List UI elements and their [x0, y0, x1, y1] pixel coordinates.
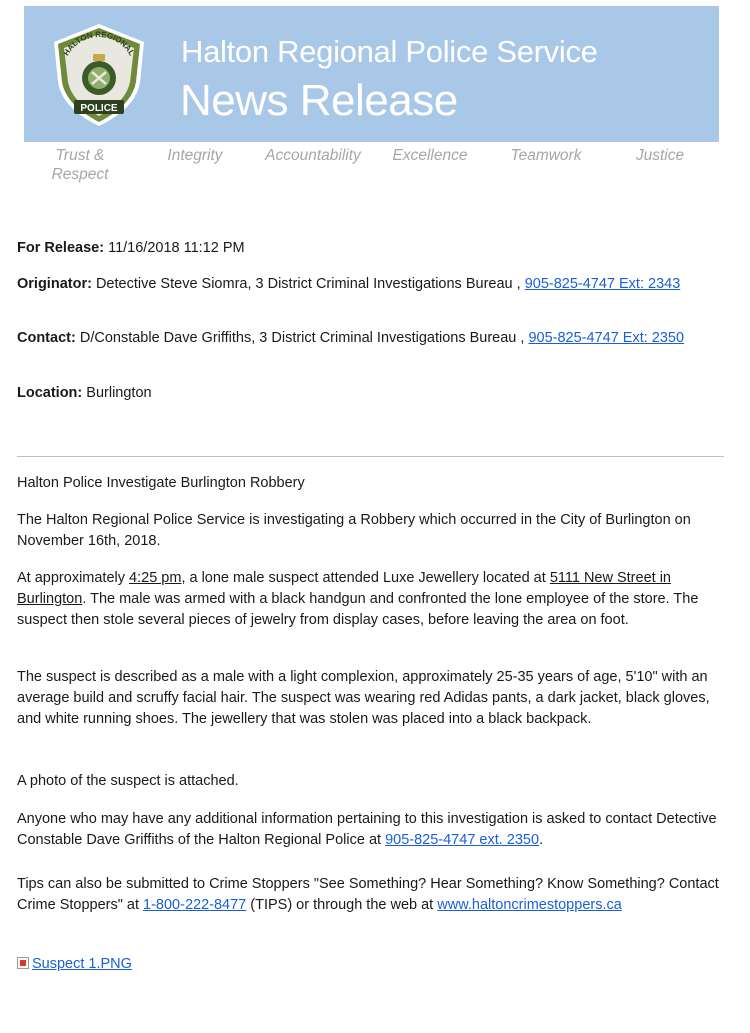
originator-label: Originator: — [17, 276, 92, 292]
p2-text-a: At approximately — [17, 570, 130, 586]
originator-field — [17, 274, 717, 294]
p2-address[interactable]: 5111 New Street in Burlington — [17, 570, 671, 607]
griffiths-phone-link[interactable]: 905-825-4747 ext. 2350 — [385, 832, 540, 848]
core-values — [0, 146, 750, 186]
paragraph-4: A photo of the suspect is attached. — [17, 773, 239, 789]
paragraph-1: The Halton Regional Police Service is investigating a Robbery which occurred in the City of Burlington on November 16th, 2018. — [17, 512, 691, 549]
divider — [17, 456, 724, 457]
p5-text-b: . — [539, 832, 544, 848]
paragraph-5 — [17, 809, 729, 851]
contact-label: Contact: — [17, 330, 76, 346]
paragraph-2 — [17, 568, 729, 631]
paragraph-3: The suspect is described as a male with a light complexion, approximately 25-35 years of age, 5'10" with an average build and scruffy facial hair. The suspect was wearing red Adidas pants, a dark jacket, black gloves, and white running shoes. The jewellery that was stolen was placed into a black backpack. — [17, 669, 710, 727]
location-label: Location: — [17, 385, 83, 401]
badge-top-text: HALTON REGIONAL — [61, 29, 137, 58]
p6-text-b: (TIPS) or through the web at — [246, 897, 438, 913]
value-trust-respect: Trust & Respect — [51, 147, 109, 183]
contact-field — [17, 328, 717, 348]
originator-phone-link[interactable]: 905-825-4747 Ext: 2343 — [524, 276, 681, 292]
attachment-link[interactable]: Suspect 1.PNG — [32, 956, 132, 972]
crime-stoppers-phone-link[interactable]: 1-800-222-8477 — [143, 897, 247, 913]
p6-text-a: Tips can also be submitted to Crime Stoppers "See Something? Hear Something? Know Something? Contact Crime Stoppers" at — [17, 876, 719, 913]
release-value: 11/16/2018 11:12 PM — [108, 240, 245, 256]
header-banner — [24, 6, 719, 142]
contact-phone-link[interactable]: 905-825-4747 Ext: 2350 — [528, 330, 685, 346]
location-value: Burlington — [86, 385, 152, 401]
p5-text-a: Anyone who may have any additional information pertaining to this investigation is asked to contact Detective Constable Dave Griffiths of the Halton Regional Police at — [17, 811, 717, 848]
value-justice: Justice — [635, 147, 685, 164]
release-field — [17, 238, 717, 258]
police-badge-icon — [44, 20, 154, 130]
value-excellence: Excellence — [392, 147, 468, 164]
contact-value: D/Constable Dave Griffiths, 3 District Criminal Investigations Bureau , — [79, 330, 525, 346]
originator-value: Detective Steve Siomra, 3 District Criminal Investigations Bureau , — [95, 276, 521, 292]
paragraph-6 — [17, 874, 729, 916]
org-name: Halton Regional Police Service — [181, 34, 598, 69]
value-teamwork: Teamwork — [510, 147, 582, 164]
p2-time[interactable]: 4:25 pm — [129, 570, 182, 586]
value-accountability: Accountability — [265, 147, 361, 164]
crime-stoppers-url-link[interactable]: www.haltoncrimestoppers.ca — [437, 897, 622, 913]
headline: Halton Police Investigate Burlington Robbery — [17, 475, 305, 491]
p2-text-b: , a lone male suspect attended Luxe Jewellery located at — [181, 570, 550, 586]
badge-bottom-text: POLICE — [80, 103, 118, 114]
doc-type: News Release — [180, 76, 458, 125]
broken-image-icon — [17, 957, 29, 969]
release-label: For Release: — [17, 240, 105, 256]
p2-text-c: . The male was armed with a black handgun and confronted the lone employee of the store. The suspect then stole several pieces of jewelry from display cases, before leaving the area on foot. — [17, 591, 699, 628]
value-integrity: Integrity — [167, 147, 223, 164]
attachment[interactable] — [17, 954, 729, 975]
location-field — [17, 383, 717, 403]
